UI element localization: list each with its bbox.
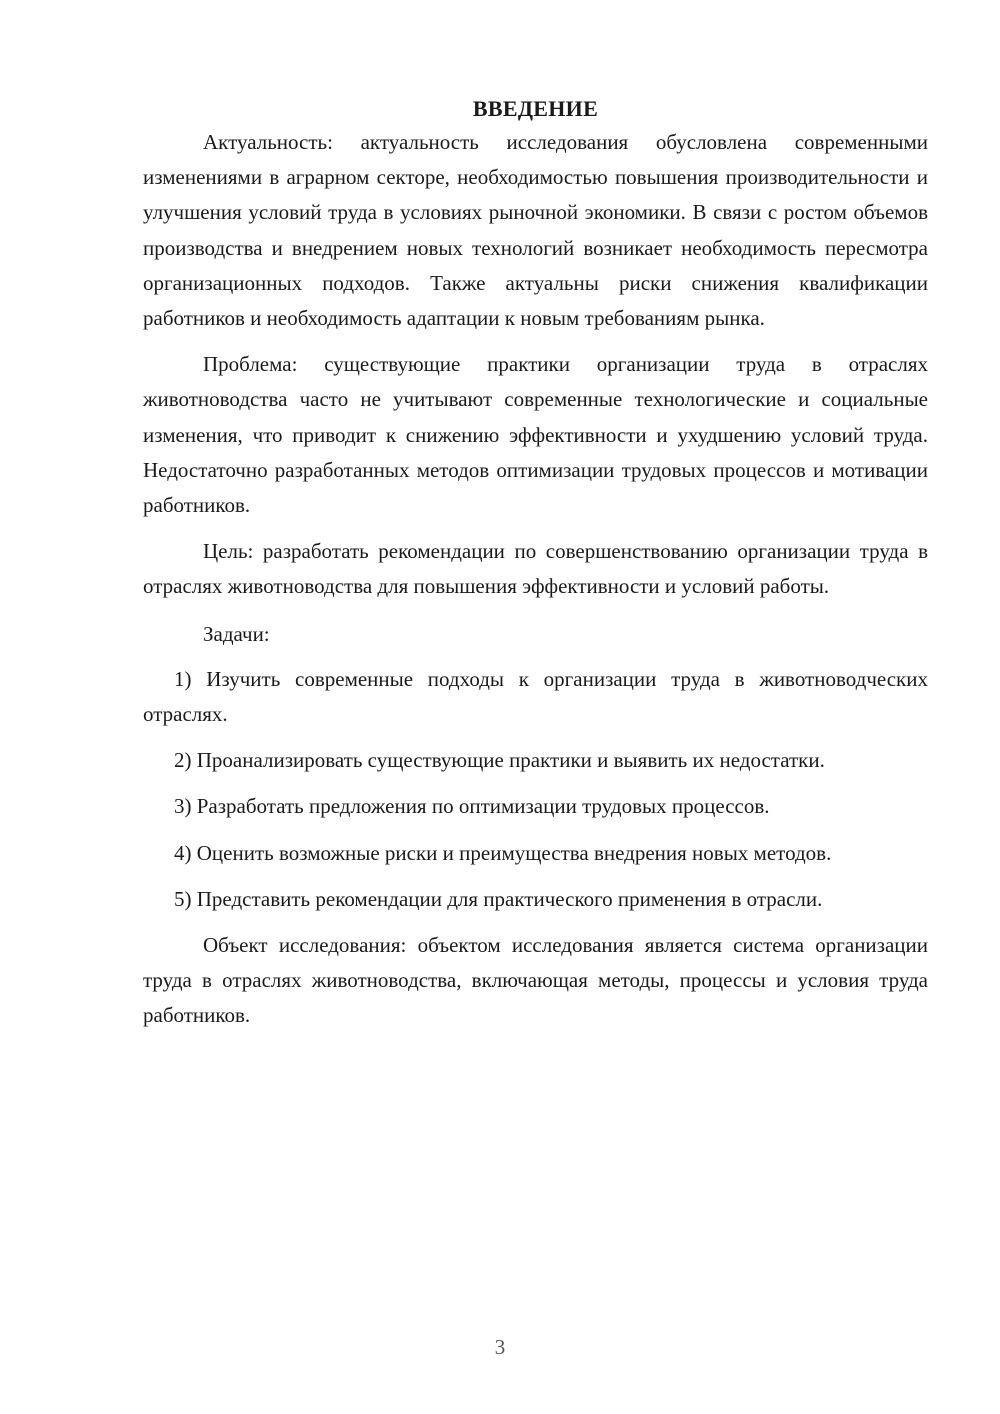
task-item-1: 1) Изучить современные подходы к организации труда в животноводческих отраслях. <box>143 666 928 727</box>
task-item-5: 5) Представить рекомендации для практического применения в отрасли. <box>174 886 823 911</box>
paragraph-relevance: Актуальность: актуальность исследования обусловлена современными изменениями в аграрном секторе, необходимостью повышения производительности и улучшения условий труда в условиях рыночной экономики. В связи с ростом объемов производства и внедрением новых технологий возникает необходимость пересмотра организационных подходов. Также актуальны риски снижения квалификации работников и необходимость адаптации к новым требованиям рынка. <box>143 130 928 331</box>
paragraph-object: Объект исследования: объектом исследования является система организации труда в отраслях животноводства, включающая методы, процессы и условия труда работников. <box>143 933 928 1028</box>
task-item-2: 2) Проанализировать существующие практики и выявить их недостатки. <box>174 748 825 773</box>
paragraph-problem: Проблема: существующие практики организации труда в отраслях животноводства часто не учитывают современные технологические и социальные изменения, что приводит к снижению эффективности и ухудшению условий труда. Недостаточно разработанных методов оптимизации трудовых процессов и мотивации работников. <box>143 352 928 518</box>
task-item-4: 4) Оценить возможные риски и преимущества внедрения новых методов. <box>174 840 832 865</box>
paragraph-goal: Цель: разработать рекомендации по совершенствованию организации труда в отраслях животноводства для повышения эффективности и условий работы. <box>143 539 928 599</box>
page-number: 3 <box>494 1335 506 1359</box>
page-title: ВВЕДЕНИЕ <box>472 96 599 121</box>
tasks-label: Задачи: <box>203 621 270 646</box>
document-page <box>143 94 928 1034</box>
task-item-3: 3) Разработать предложения по оптимизации трудовых процессов. <box>174 794 770 819</box>
